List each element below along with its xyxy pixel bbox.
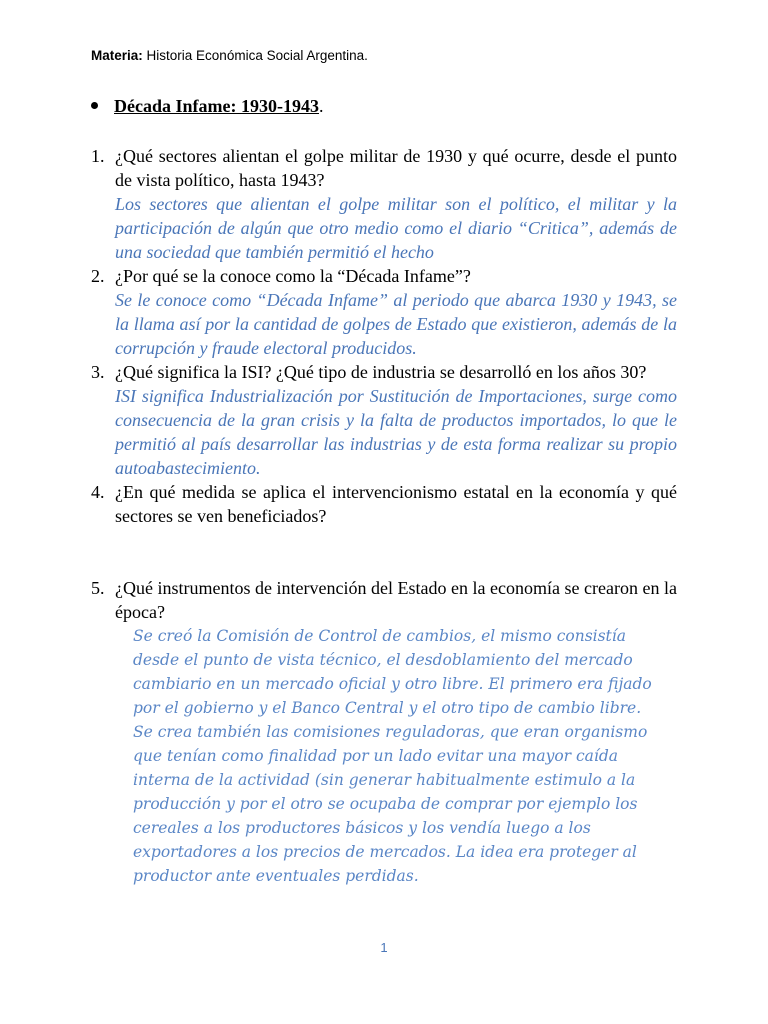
subject-line (91, 48, 368, 63)
question-text: ¿Por qué se la conoce como la “Década Infame”? (115, 266, 471, 286)
question-text: ¿Qué instrumentos de intervención del Estado en la economía se crearon en la época? (115, 578, 677, 622)
item-number: 5. (91, 578, 105, 598)
question-text: ¿Qué significa la ISI? ¿Qué tipo de industria se desarrolló en los años 30? (115, 362, 647, 382)
item-number: 3. (91, 362, 105, 382)
list-item (91, 144, 677, 264)
page-number: 1 (380, 940, 388, 955)
blank-space (91, 528, 677, 576)
answer-text: Se creó la Comisión de Control de cambios, el mismo consistía desde el punto de vista técnico, el desdoblamiento del mercado cambiario en un mercado oficial y otro libre. El primero era fijado por el gobierno y el Banco Central y el otro tipo de cambio libre. Se crea también las comisiones reguladoras, que eran organismo que tenían como finalidad por un lado evitar una mayor caída interna de la actividad (sin generar habitualmente estimulo a la producción y por el otro se ocupaba de comprar por ejemplo los cereales a los productores básicos y los vendía luego a los exportadores a los precios de mercados. La idea era proteger al productor ante eventuales perdidas. (133, 627, 652, 885)
item-number: 4. (91, 482, 105, 502)
section-title: Década Infame: 1930-1943 (114, 96, 319, 116)
question-text: ¿En qué medida se aplica el intervencionismo estatal en la economía y qué sectores se ven beneficiados? (115, 482, 677, 526)
question-text: ¿Qué sectores alientan el golpe militar de 1930 y qué ocurre, desde el punto de vista político, hasta 1943? (115, 146, 677, 190)
bullet-icon (91, 102, 98, 109)
list-item (91, 480, 677, 528)
subject-label: Materia: (91, 48, 143, 63)
answer-text: Los sectores que alientan el golpe militar son el político, el militar y la participación de algún que otro medio como el diario “Critica”, además de una sociedad que también permitió el hecho (115, 194, 677, 262)
subject-value: Historia Económica Social Argentina. (146, 48, 368, 63)
answer-text: Se le conoce como “Década Infame” al periodo que abarca 1930 y 1943, se la llama así por la cantidad de golpes de Estado que existieron, además de la corrupción y fraude electoral producidos. (115, 290, 677, 358)
section-heading-line (91, 96, 323, 117)
answer-text: ISI significa Industrialización por Sustitución de Importaciones, surge como consecuencia de la gran crisis y la falta de productos importados, lo que le permitió al país desarrollar las industrias y de esta forma realizar su propio autoabastecimiento. (115, 386, 677, 478)
list-item (91, 360, 677, 480)
list-item (91, 576, 677, 888)
item-number: 1. (91, 146, 105, 166)
item-number: 2. (91, 266, 105, 286)
question-list (91, 144, 677, 888)
section-title-suffix: . (318, 96, 324, 116)
list-item (91, 264, 677, 360)
